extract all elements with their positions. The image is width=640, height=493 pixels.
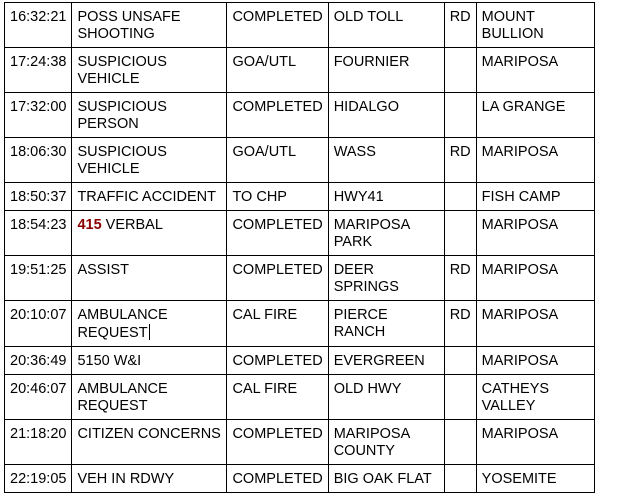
call-city-cell [476, 301, 594, 347]
call-log-body [5, 3, 595, 493]
call-status: GOA/UTL [232, 144, 297, 160]
call-time: 18:50:37 [10, 189, 67, 205]
call-city-cell [476, 256, 594, 301]
call-nature-cell [72, 93, 227, 138]
call-nature-cell [72, 183, 227, 211]
call-city: MARIPOSA [481, 217, 559, 233]
call-location: OLD HWY [333, 381, 402, 397]
call-status: TO CHP [232, 189, 287, 205]
call-nature-cell [72, 138, 227, 183]
call-nature: AMBULANCE REQUEST [77, 381, 168, 414]
call-location: MARIPOSA COUNTY [333, 426, 410, 459]
call-city-cell [476, 93, 594, 138]
call-city-cell [476, 420, 594, 465]
call-time: 20:46:07 [10, 381, 67, 397]
table-row [5, 301, 595, 347]
call-road-suffix: RD [449, 307, 471, 323]
table-row [5, 347, 595, 375]
call-nature: SUSPICIOUS VEHICLE [77, 144, 167, 177]
text-cursor [149, 324, 150, 340]
call-city: MARIPOSA [481, 144, 559, 160]
table-row [5, 183, 595, 211]
call-road-suffix-cell [444, 375, 476, 420]
call-location: BIG OAK FLAT [333, 471, 432, 487]
call-road-suffix-cell [444, 465, 476, 493]
table-row [5, 420, 595, 465]
call-road-suffix: RD [449, 262, 471, 278]
call-city: LA GRANGE [481, 99, 566, 115]
call-status: COMPLETED [232, 217, 323, 233]
call-time-cell [5, 375, 72, 420]
call-status: GOA/UTL [232, 54, 297, 70]
call-nature-cell [72, 211, 227, 256]
call-time: 16:32:21 [10, 9, 67, 25]
call-nature-cell [72, 301, 227, 347]
call-nature-code: 415 [77, 217, 102, 233]
call-time: 18:54:23 [10, 217, 67, 233]
call-nature: SUSPICIOUS VEHICLE [77, 54, 167, 87]
call-status: COMPLETED [232, 9, 323, 25]
call-road-suffix-cell [444, 256, 476, 301]
call-location-cell [328, 465, 444, 493]
call-nature: VEH IN RDWY [77, 471, 175, 487]
call-city: MARIPOSA [481, 262, 559, 278]
call-status: COMPLETED [232, 99, 323, 115]
call-nature-cell [72, 375, 227, 420]
call-road-suffix: RD [449, 144, 471, 160]
call-status: CAL FIRE [232, 307, 298, 323]
call-location-cell [328, 93, 444, 138]
table-row [5, 48, 595, 93]
call-status-cell [227, 211, 328, 256]
call-road-suffix-cell [444, 3, 476, 48]
call-nature: VERBAL [101, 217, 163, 233]
call-status-cell [227, 48, 328, 93]
call-location-cell [328, 183, 444, 211]
call-nature: CITIZEN CONCERNS [77, 426, 221, 442]
call-city: FISH CAMP [481, 189, 561, 205]
call-city-cell [476, 183, 594, 211]
table-row [5, 3, 595, 48]
call-time-cell [5, 347, 72, 375]
call-time-cell [5, 211, 72, 256]
call-location-cell [328, 301, 444, 347]
call-city: MOUNT BULLION [481, 9, 544, 42]
call-road-suffix-cell [444, 301, 476, 347]
call-road-suffix-cell [444, 420, 476, 465]
call-road-suffix-cell [444, 183, 476, 211]
call-city-cell [476, 3, 594, 48]
call-road-suffix-cell [444, 48, 476, 93]
call-road-suffix: RD [449, 9, 471, 25]
call-time-cell [5, 465, 72, 493]
call-location: DEER SPRINGS [333, 262, 399, 295]
call-time: 20:36:49 [10, 353, 67, 369]
call-status-cell [227, 375, 328, 420]
call-road-suffix-cell [444, 138, 476, 183]
call-nature-cell [72, 347, 227, 375]
call-status: COMPLETED [232, 426, 323, 442]
call-nature: POSS UNSAFE SHOOTING [77, 9, 181, 42]
call-location: HIDALGO [333, 99, 399, 115]
call-status-cell [227, 138, 328, 183]
call-nature: SUSPICIOUS PERSON [77, 99, 167, 132]
call-city: CATHEYS VALLEY [481, 381, 550, 414]
call-city-cell [476, 375, 594, 420]
call-status-cell [227, 420, 328, 465]
call-location-cell [328, 256, 444, 301]
call-time-cell [5, 301, 72, 347]
call-nature-cell [72, 48, 227, 93]
call-time-cell [5, 3, 72, 48]
call-location-cell [328, 48, 444, 93]
call-city-cell [476, 211, 594, 256]
table-row [5, 256, 595, 301]
call-road-suffix-cell [444, 93, 476, 138]
call-nature-cell [72, 420, 227, 465]
call-location: PIERCE RANCH [333, 307, 388, 340]
call-status-cell [227, 256, 328, 301]
call-time: 17:24:38 [10, 54, 67, 70]
call-status-cell [227, 93, 328, 138]
call-location-cell [328, 375, 444, 420]
call-nature: ASSIST [77, 262, 130, 278]
table-row [5, 465, 595, 493]
call-status-cell [227, 301, 328, 347]
call-location: EVERGREEN [333, 353, 425, 369]
call-location: OLD TOLL [333, 9, 404, 25]
call-city-cell [476, 138, 594, 183]
call-status-cell [227, 3, 328, 48]
call-time-cell [5, 256, 72, 301]
call-location-cell [328, 347, 444, 375]
call-log-table [4, 2, 595, 493]
call-city: YOSEMITE [481, 471, 557, 487]
call-city: MARIPOSA [481, 54, 559, 70]
call-status: COMPLETED [232, 471, 323, 487]
call-time: 22:19:05 [10, 471, 67, 487]
call-city-cell [476, 48, 594, 93]
call-city: MARIPOSA [481, 426, 559, 442]
call-time-cell [5, 138, 72, 183]
call-nature: TRAFFIC ACCIDENT [77, 189, 217, 205]
call-location: MARIPOSA PARK [333, 217, 410, 250]
call-location-cell [328, 420, 444, 465]
table-row [5, 138, 595, 183]
call-city: MARIPOSA [481, 353, 559, 369]
call-road-suffix-cell [444, 211, 476, 256]
call-time: 18:06:30 [10, 144, 67, 160]
call-status: COMPLETED [232, 353, 323, 369]
call-nature: AMBULANCE REQUEST [77, 307, 168, 341]
table-row [5, 93, 595, 138]
call-time-cell [5, 48, 72, 93]
call-city: MARIPOSA [481, 307, 559, 323]
call-location: WASS [333, 144, 376, 160]
call-status-cell [227, 183, 328, 211]
call-status: CAL FIRE [232, 381, 298, 397]
call-city-cell [476, 347, 594, 375]
call-location: HWY41 [333, 189, 384, 205]
call-status-cell [227, 465, 328, 493]
call-time: 17:32:00 [10, 99, 67, 115]
call-city-cell [476, 465, 594, 493]
call-time: 19:51:25 [10, 262, 67, 278]
call-location-cell [328, 3, 444, 48]
call-time-cell [5, 93, 72, 138]
call-nature-cell [72, 465, 227, 493]
call-location-cell [328, 138, 444, 183]
call-time-cell [5, 183, 72, 211]
call-location: FOURNIER [333, 54, 410, 70]
call-road-suffix-cell [444, 347, 476, 375]
table-row [5, 211, 595, 256]
call-nature-cell [72, 3, 227, 48]
call-nature: 5150 W&I [77, 353, 142, 369]
table-row [5, 375, 595, 420]
call-time-cell [5, 420, 72, 465]
call-status-cell [227, 347, 328, 375]
call-location-cell [328, 211, 444, 256]
call-status: COMPLETED [232, 262, 323, 278]
call-time: 21:18:20 [10, 426, 67, 442]
call-nature-cell [72, 256, 227, 301]
call-time: 20:10:07 [10, 307, 67, 323]
